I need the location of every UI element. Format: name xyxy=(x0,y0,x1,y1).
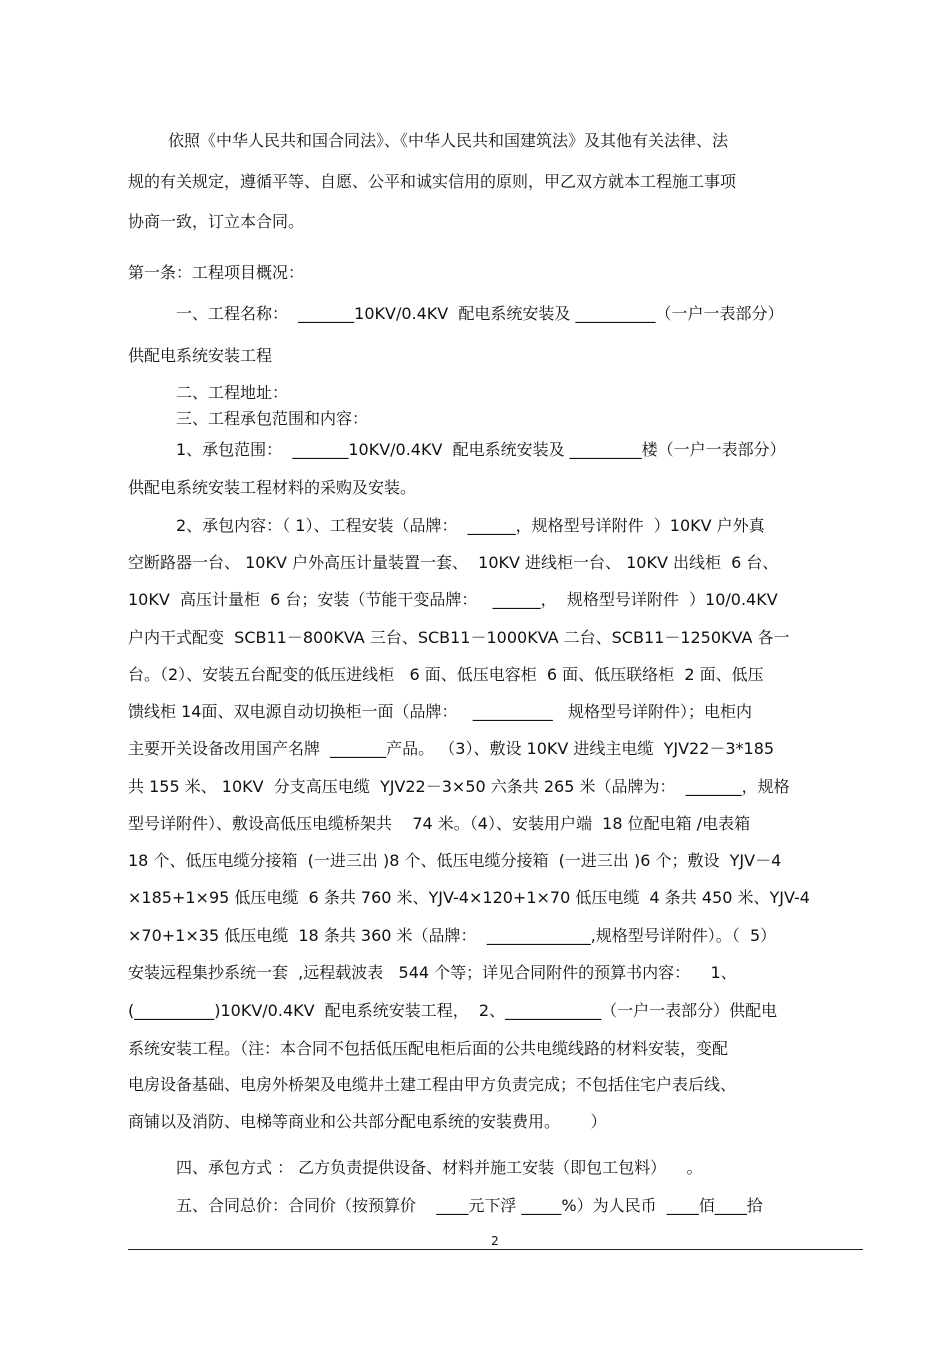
footer-divider xyxy=(128,1249,863,1250)
project-name-line-2: 供配电系统安装工程 xyxy=(128,346,273,365)
content-line-4: 户内干式配变 SCB11－800KVA 三台、SCB11－1000KVA 二台、SCB11－1250KVA 各一 xyxy=(128,628,790,647)
content-line-12: ×70+1×35 低压电缆 18 条共 360 米（品牌： _____________,规格型号详附件）。（ 5） xyxy=(128,926,777,945)
content-line-6: 馈线柜 14面、双电源自动切换柜一面（品牌： __________ 规格型号详附件）；电柜内 xyxy=(128,702,752,721)
content-line-9: 型号详附件）、敷设高低压电缆桥架共 74 米。（4）、安装用户端 18 位配电箱 /电表箱 xyxy=(128,814,751,833)
content-line-8: 共 155 米、 10KV 分支高压电缆 YJV22－3×50 六条共 265 米（品牌为： _______，规格 xyxy=(128,777,790,796)
content-line-2: 空断路器一台、 10KV 户外高压计量装置一套、 10KV 进线柜一台、 10KV 出线柜 6 台、 xyxy=(128,553,779,572)
content-line-14: (__________)10KV/0.4KV 配电系统安装工程， 2、____________（一户一表部分）供配电 xyxy=(128,1001,778,1020)
contract-mode: 四、承包方式 ： 乙方负责提供设备、材料并施工安装（即包工包料） 。 xyxy=(176,1158,703,1177)
project-address: 二、工程地址： xyxy=(176,383,289,402)
intro-line-3: 协商一致，订立本合同。 xyxy=(128,212,305,231)
content-line-7: 主要开关设备改用国产名牌 _______产品。 （3）、敷设 10KV 进线主电缆 YJV22－3*185 xyxy=(128,739,775,758)
article-1-heading: 第一条：工程项目概况： xyxy=(128,263,305,282)
content-line-17: 商铺以及消防、电梯等商业和公共部分配电系统的安装费用。 ） xyxy=(128,1112,607,1131)
content-line-16: 电房设备基础、电房外桥架及电缆井土建工程由甲方负责完成；不包括住宅户表后线、 xyxy=(128,1075,737,1094)
total-price: 五、合同总价：合同价（按预算价 ____元下浮 _____%）为人民币 ____佰____拾 xyxy=(176,1196,763,1215)
content-line-3: 10KV 高压计量柜 6 台；安装（节能干变品牌： ______， 规格型号详附件 ）10/0.4KV xyxy=(128,590,778,609)
content-line-13: 安装远程集抄系统一套 ,远程载波表 544 个等；详见合同附件的预算书内容： 1、 xyxy=(128,963,737,982)
intro-line-2: 规的有关规定，遵循平等、自愿、公平和诚实信用的原则，甲乙双方就本工程施工事项 xyxy=(128,172,737,191)
scope-heading: 三、工程承包范围和内容： xyxy=(176,409,369,428)
scope-line-2: 供配电系统安装工程材料的采购及安装。 xyxy=(128,478,417,497)
content-line-1: 2、承包内容：（ 1）、工程安装（品牌： ______，规格型号详附件 ）10KV 户外真 xyxy=(176,516,765,535)
content-line-5: 台。（2）、安装五台配变的低压进线柜 6 面、低压电容柜 6 面、低压联络柜 2 面、低压 xyxy=(128,665,764,684)
content-line-10: 18 个、低压电缆分接箱 (一进三出 )8 个、低压电缆分接箱 (一进三出 )6 个；敷设 YJV－4 xyxy=(128,851,782,870)
project-name-line-1: 一、工程名称： _______10KV/0.4KV 配电系统安装及 __________（一户一表部分） xyxy=(176,304,784,323)
content-line-15: 系统安装工程。（注：本合同不包括低压配电柜后面的公共电缆线路的材料安装，变配 xyxy=(128,1039,729,1058)
scope-line-1: 1、承包范围： _______10KV/0.4KV 配电系统安装及 _________楼（一户一表部分） xyxy=(176,440,786,459)
content-line-11: ×185+1×95 低压电缆 6 条共 760 米、YJV-4×120+1×70 低压电缆 4 条共 450 米、YJV-4 xyxy=(128,888,810,907)
intro-line-1: 依照《中华人民共和国合同法》、《中华人民共和国建筑法》及其他有关法律、法 xyxy=(168,131,729,150)
page-number: 2 xyxy=(491,1234,499,1248)
